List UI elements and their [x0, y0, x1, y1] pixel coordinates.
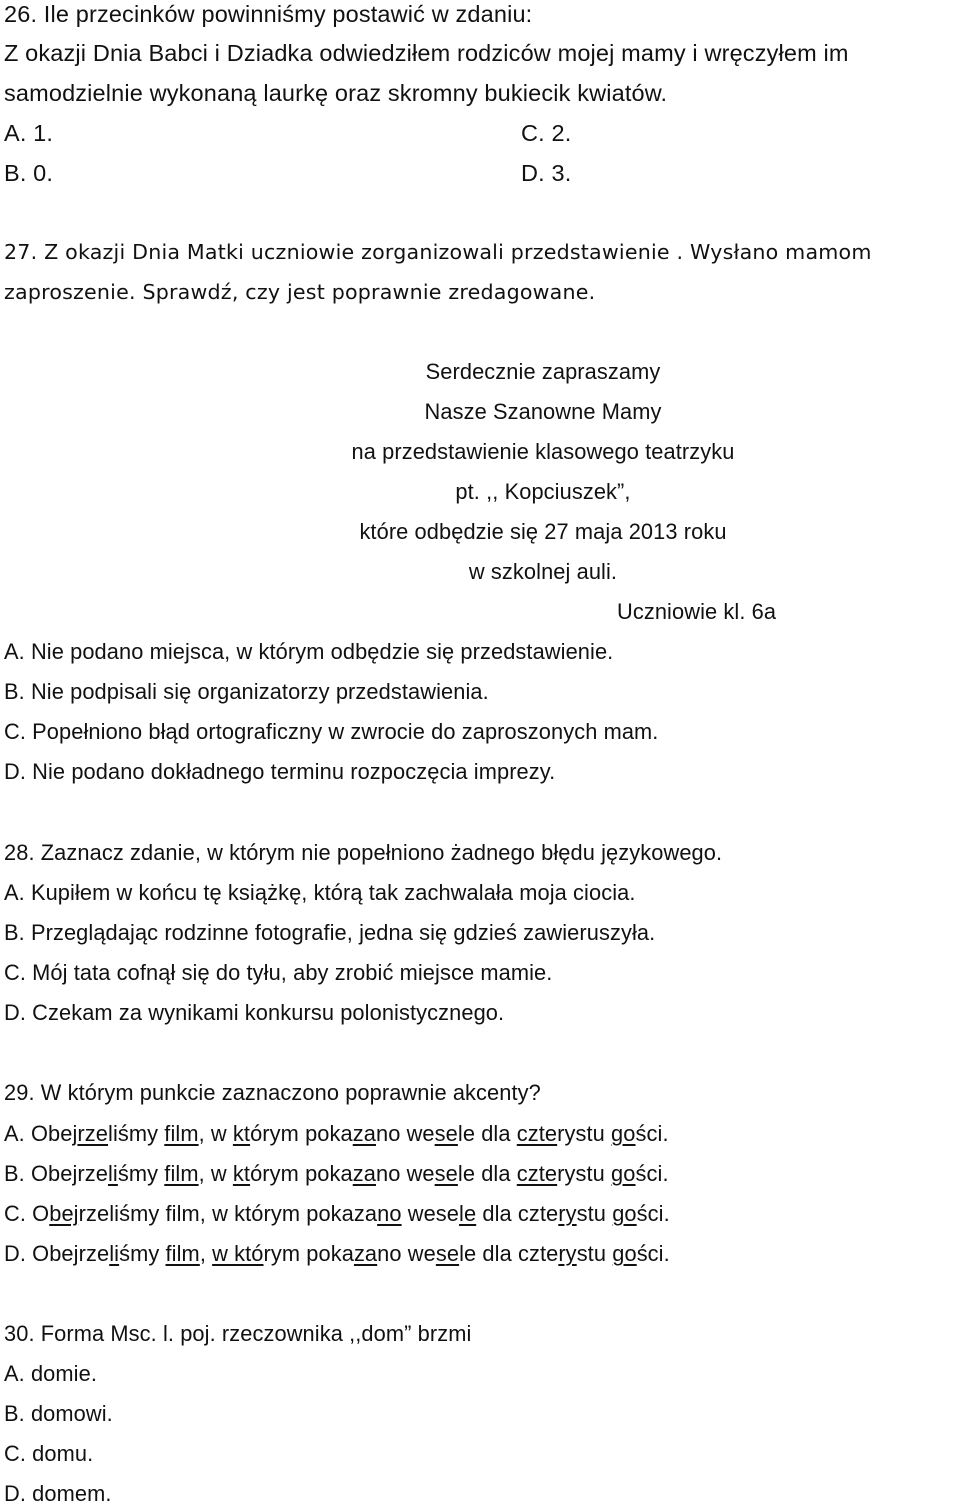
- text-segment: le dla: [457, 1161, 517, 1186]
- stressed-syllable: czte: [516, 1121, 558, 1146]
- text-segment: ści.: [636, 1241, 670, 1266]
- text-segment: D. Obejrze: [4, 1241, 110, 1266]
- q29-option-b: [4, 1163, 669, 1185]
- stressed-syllable: w któ: [212, 1241, 264, 1266]
- text-segment: stu: [576, 1241, 613, 1266]
- stressed-syllable: go: [612, 1201, 637, 1226]
- stressed-syllable: ry: [558, 1241, 577, 1266]
- q26-option-c: C. 2.: [521, 120, 572, 146]
- stressed-syllable: se: [434, 1161, 458, 1186]
- invitation-signature: Uczniowie kl. 6a: [617, 599, 777, 624]
- q27-option-a: A. Nie podano miejsca, w którym odbędzie się przedstawienie.: [4, 639, 614, 664]
- text-segment: rym poka: [263, 1241, 354, 1266]
- text-segment: śmy: [117, 1161, 165, 1186]
- text-segment: le dla: [457, 1121, 517, 1146]
- q26-sentence-line-1: Z okazji Dnia Babci i Dziadka odwiedziłem rodziców mojej mamy i wręczyłem im: [4, 40, 849, 66]
- text-segment: C. O: [4, 1201, 50, 1226]
- text-segment: ,: [199, 1241, 213, 1266]
- text-segment: ści.: [635, 1121, 669, 1146]
- stressed-syllable: no: [377, 1201, 402, 1226]
- q26-question: 26. Ile przecinków powinniśmy postawić w zdaniu:: [4, 1, 533, 27]
- text-segment: A. Obej: [4, 1121, 78, 1146]
- text-segment: wese: [401, 1201, 460, 1226]
- text-segment: stu: [576, 1201, 613, 1226]
- q26-option-b: B. 0.: [4, 160, 54, 186]
- invitation-line: w szkolnej auli.: [468, 559, 618, 584]
- text-segment: ści.: [635, 1161, 669, 1186]
- text-segment: B. Obejrze: [4, 1161, 108, 1186]
- q30-option-d: D. domem.: [4, 1481, 112, 1506]
- q30-option-c: C. domu.: [4, 1441, 94, 1466]
- text-segment: dla czte: [476, 1201, 559, 1226]
- q29-option-d: [4, 1243, 670, 1265]
- stressed-syllable: le: [459, 1201, 477, 1226]
- stressed-syllable: go: [611, 1121, 636, 1146]
- text-segment: , w: [198, 1161, 233, 1186]
- stressed-syllable: rze: [77, 1121, 108, 1146]
- invitation-line: które odbędzie się 27 maja 2013 roku: [359, 519, 727, 544]
- stressed-syllable: film: [165, 1241, 200, 1266]
- stressed-syllable: kt: [232, 1161, 251, 1186]
- invitation-line: Serdecznie zapraszamy: [425, 359, 661, 384]
- q29-question: 29. W którym punkcie zaznaczono poprawnie akcenty?: [4, 1080, 541, 1105]
- q28-option-b: B. Przeglądając rodzinne fotografie, jedna się gdzieś zawieruszyła.: [4, 920, 656, 945]
- q28-option-d: D. Czekam za wynikami konkursu polonistycznego.: [4, 1000, 505, 1025]
- stressed-syllable: ry: [558, 1201, 577, 1226]
- q26-option-d: D. 3.: [521, 160, 572, 186]
- q27-option-b: B. Nie podpisali się organizatorzy przedstawienia.: [4, 679, 489, 704]
- q26-sentence-line-2: samodzielnie wykonaną laurkę oraz skromny bukiecik kwiatów.: [4, 80, 668, 106]
- stressed-syllable: bej: [49, 1201, 79, 1226]
- stressed-syllable: li: [107, 1161, 118, 1186]
- stressed-syllable: czte: [516, 1161, 558, 1186]
- stressed-syllable: film: [164, 1161, 199, 1186]
- text-segment: no we: [377, 1241, 436, 1266]
- text-segment: rzeliśmy film, w którym pokaza: [78, 1201, 378, 1226]
- invitation-line: na przedstawienie klasowego teatrzyku: [351, 439, 735, 464]
- text-segment: , w: [198, 1121, 233, 1146]
- text-segment: śmy: [119, 1241, 166, 1266]
- stressed-syllable: za: [352, 1161, 376, 1186]
- q30-question: 30. Forma Msc. l. poj. rzeczownika ,,dom” brzmi: [4, 1321, 472, 1346]
- q26-option-a: A. 1.: [4, 120, 54, 146]
- stressed-syllable: za: [352, 1121, 376, 1146]
- text-segment: órym poka: [250, 1161, 353, 1186]
- text-segment: no we: [375, 1121, 435, 1146]
- q28-question: 28. Zaznacz zdanie, w którym nie popełniono żadnego błędu językowego.: [4, 840, 723, 865]
- text-segment: liśmy: [108, 1121, 165, 1146]
- text-segment: ści.: [636, 1201, 670, 1226]
- q27-question-line-1: 27. Z okazji Dnia Matki uczniowie zorganizowali przedstawienie . Wysłano mamom: [4, 240, 872, 264]
- text-segment: órym poka: [250, 1121, 353, 1146]
- q29-option-a: [4, 1123, 669, 1145]
- stressed-syllable: kt: [232, 1121, 251, 1146]
- stressed-syllable: go: [612, 1241, 637, 1266]
- stressed-syllable: se: [434, 1121, 458, 1146]
- text-segment: no we: [375, 1161, 435, 1186]
- text-segment: rystu: [557, 1121, 612, 1146]
- stressed-syllable: film: [164, 1121, 199, 1146]
- stressed-syllable: se: [435, 1241, 460, 1266]
- q28-option-c: C. Mój tata cofnął się do tyłu, aby zrobić miejsce mamie.: [4, 960, 553, 985]
- q28-option-a: A. Kupiłem w końcu tę książkę, którą tak zachwalała moja ciocia.: [4, 880, 636, 905]
- invitation-line: Nasze Szanowne Mamy: [424, 399, 662, 424]
- q27-question-line-2: zaproszenie. Sprawdź, czy jest poprawnie zredagowane.: [4, 280, 596, 304]
- text-segment: le dla czte: [459, 1241, 559, 1266]
- q30-option-b: B. domowi.: [4, 1401, 113, 1426]
- q29-option-c: [4, 1203, 670, 1225]
- stressed-syllable: za: [353, 1241, 378, 1266]
- text-segment: rystu: [557, 1161, 612, 1186]
- q27-option-d: D. Nie podano dokładnego terminu rozpoczęcia imprezy.: [4, 759, 556, 784]
- q30-option-a: A. domie.: [4, 1361, 97, 1386]
- stressed-syllable: li: [109, 1241, 120, 1266]
- invitation-line: pt. ,, Kopciuszek”,: [455, 479, 631, 504]
- q27-option-c: C. Popełniono błąd ortograficzny w zwrocie do zaproszonych mam.: [4, 719, 659, 744]
- stressed-syllable: go: [611, 1161, 636, 1186]
